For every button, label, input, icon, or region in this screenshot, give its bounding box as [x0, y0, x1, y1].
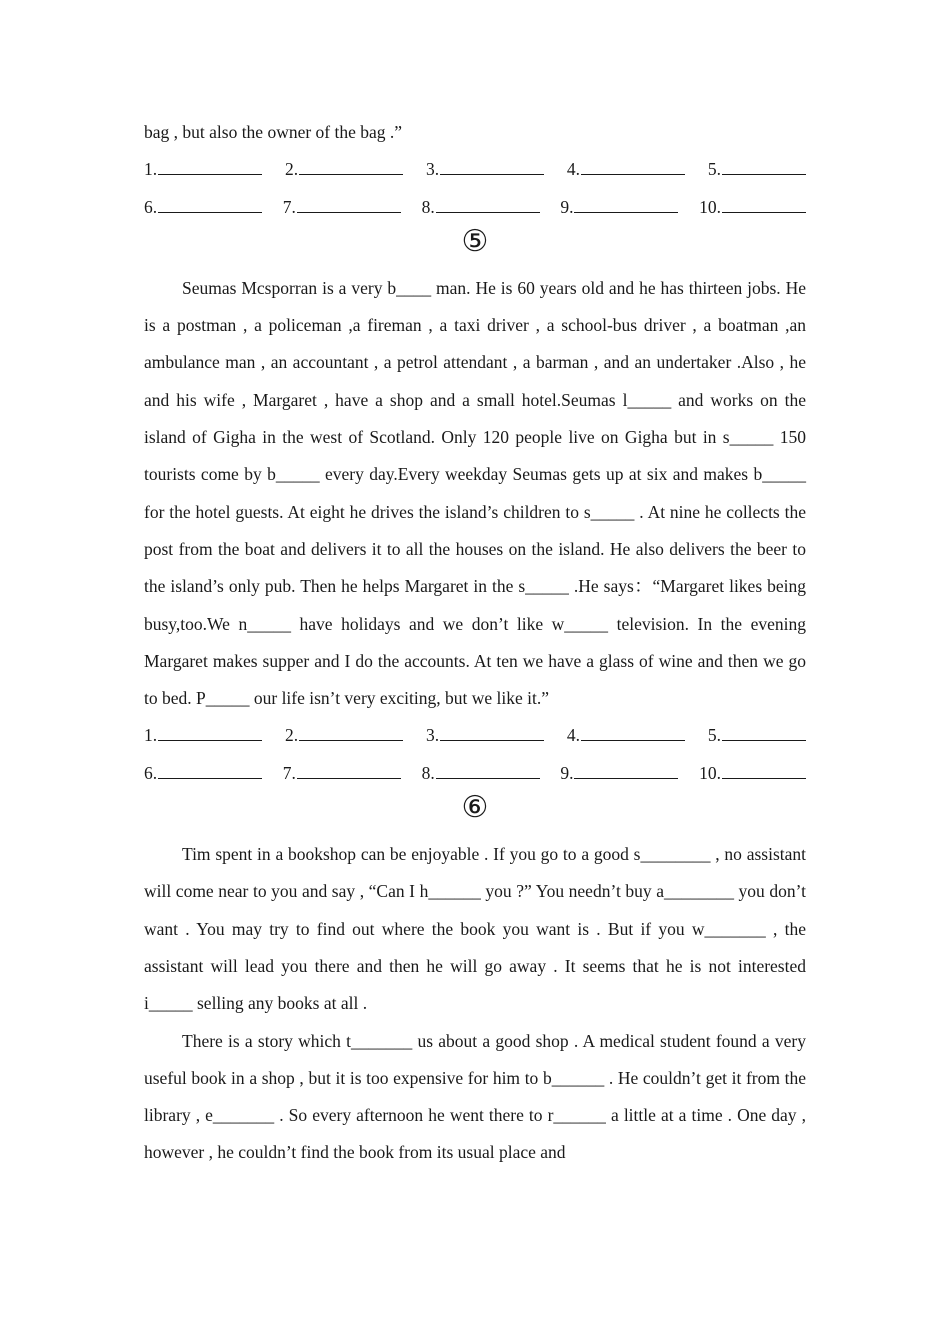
answer-number: 9. [560, 762, 574, 783]
answer-row [144, 151, 806, 188]
section-6-passage-2: There is a story which t_______ us about a good shop . A medical student found a very useful book in a shop , but it is too expensive for him to b______ . He couldn’t get it from the library , e_______ . So every afternoon he went there to r______ a little at a time . One day , however , he couldn’t find the book from its usual place and [144, 1030, 806, 1163]
answer-number: 9. [560, 196, 574, 217]
answer-slot [426, 151, 544, 188]
answer-number: 1. [144, 725, 158, 746]
answer-blank[interactable] [158, 194, 262, 213]
answer-blank[interactable] [299, 722, 403, 741]
answer-slot [144, 189, 262, 226]
answer-blank[interactable] [440, 722, 544, 741]
answer-number: 3. [425, 725, 440, 746]
answer-slot [285, 717, 403, 754]
answer-blank[interactable] [574, 194, 678, 213]
answer-blank[interactable] [722, 760, 806, 779]
answer-number: 7. [282, 762, 296, 783]
answer-blank[interactable] [297, 194, 401, 213]
answer-blank[interactable] [574, 760, 678, 779]
answer-blank[interactable] [158, 156, 262, 175]
answer-number: 10. [699, 196, 721, 217]
answer-slot [283, 755, 401, 792]
answer-slot [144, 717, 262, 754]
answer-blank[interactable] [440, 156, 544, 175]
answer-row [144, 755, 806, 792]
document-page [144, 114, 806, 1172]
answer-number: 6. [144, 762, 158, 783]
answer-blank[interactable] [581, 156, 685, 175]
answer-number: 6. [144, 196, 158, 217]
answer-slot [708, 151, 806, 188]
answer-number: 2. [284, 725, 299, 746]
answer-number: 3. [425, 159, 440, 180]
answer-number: 1. [144, 159, 158, 180]
section-5-passage: Seumas Mcsporran is a very b____ man. He is 60 years old and he has thirteen jobs. He is a postman , a policeman ,a fireman , a taxi driver , a school-bus driver , a boatman ,an ambulance man , an accountant , a petrol attendant , a barman , and an undertaker .Also , he and his wife , Margaret , have a shop and a small hotel.Seumas l_____ and works on the island of Gigha in the west of Scotland. Only 120 people live on Gigha but in s_____ 150 tourists come by b_____ every day.Every weekday Seumas gets up at six and makes b_____ for the hotel guests. At eight he drives the island’s children to s_____ . At nine he collects the post from the boat and delivers it to all the houses on the island. He also delivers the beer to the island’s only pub. Then he helps Margaret in the s_____ .He says：“Margaret likes being busy,too.We n_____ have holidays and we don’t like w_____ television. In the evening Margaret makes supper and I do the accounts. At ten we have a glass of wine and then we go to bed. P_____ our life isn’t very exciting, but we like it.” [144, 277, 806, 709]
answer-number: 5. [707, 159, 721, 180]
answer-blank[interactable] [581, 722, 685, 741]
section-number-6: ⑥ [461, 790, 489, 826]
answer-slot [699, 189, 806, 226]
answer-slot [283, 189, 401, 226]
answer-number: 8. [421, 196, 435, 217]
answer-slot [560, 189, 678, 226]
answer-blank[interactable] [722, 194, 806, 213]
answer-slot [708, 717, 806, 754]
answer-row [144, 189, 806, 226]
answer-blank[interactable] [722, 722, 806, 741]
answer-number: 4. [566, 725, 581, 746]
answer-slot [422, 755, 540, 792]
answer-number: 4. [566, 159, 581, 180]
answer-slot [285, 151, 403, 188]
answer-slot [144, 755, 262, 792]
answer-slot [426, 717, 544, 754]
answer-number: 10. [699, 762, 721, 783]
answer-slot [567, 717, 685, 754]
answer-number: 2. [284, 159, 299, 180]
answer-blank[interactable] [158, 722, 262, 741]
answer-blank[interactable] [297, 760, 401, 779]
answer-slot [422, 189, 540, 226]
answer-blank[interactable] [436, 760, 540, 779]
answer-blank[interactable] [299, 156, 403, 175]
answer-row [144, 717, 806, 754]
answer-blank[interactable] [722, 156, 806, 175]
answer-slot [560, 755, 678, 792]
answer-number: 8. [421, 762, 435, 783]
section-6-passage-1: Tim spent in a bookshop can be enjoyable . If you go to a good s________ , no assistant will come near to you and say , “Can I h______ you ?” You needn’t buy a________ you don’t want . You may try to find out where the book you want is . But if you w_______ , the assistant will lead you there and then he will go away . It seems that he is not interested i_____ selling any books at all . [144, 844, 806, 1014]
answer-slot [144, 151, 262, 188]
answer-number: 7. [282, 196, 296, 217]
continued-text-line: bag , but also the owner of the bag .” [144, 122, 403, 142]
answer-blank[interactable] [158, 760, 262, 779]
answer-blank[interactable] [436, 194, 540, 213]
answer-slot [567, 151, 685, 188]
section-number-5: ⑤ [461, 223, 489, 259]
answer-slot [699, 755, 806, 792]
answer-number: 5. [707, 725, 721, 746]
